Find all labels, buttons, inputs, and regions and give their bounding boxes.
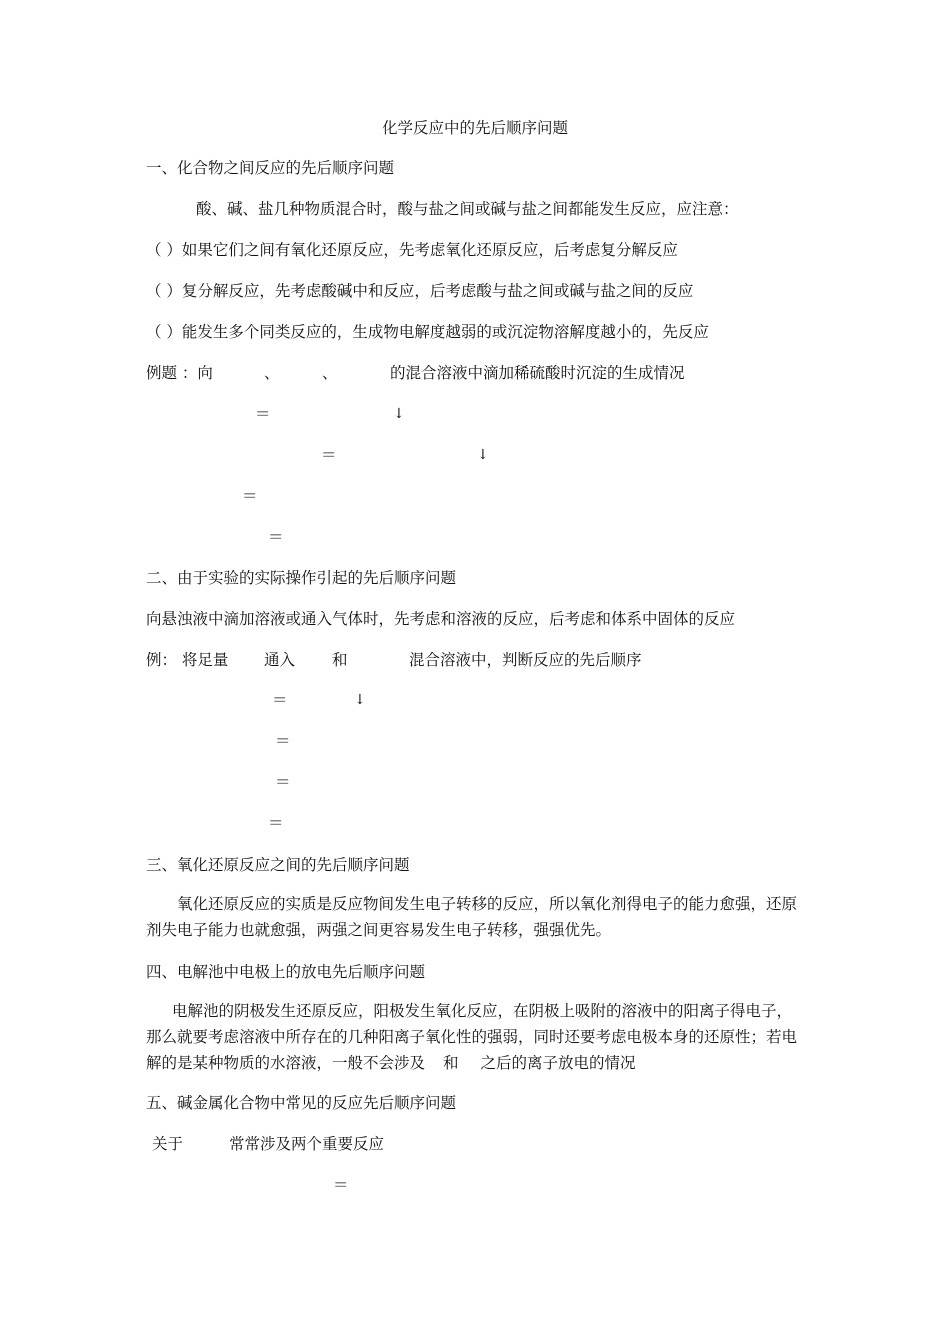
equation-equals-sign: ＝ <box>242 487 258 505</box>
example-2-text: 混合溶液中，判断反应的先后顺序 <box>409 651 642 669</box>
section-3-heading: 三、氧化还原反应之间的先后顺序问题 <box>146 856 410 874</box>
equation-equals-sign: ＝ <box>268 528 284 546</box>
example-1-prefix: 例题 ：向 <box>146 364 213 382</box>
section-2-heading: 二、由于实验的实际操作引起的先后顺序问题 <box>146 569 457 587</box>
section-1-rule-1: （ ）如果它们之间有氧化还原反应，先考虑氧化还原反应，后考虑复分解反应 <box>146 241 678 259</box>
precipitate-down-arrow-icon: ↓ <box>477 447 489 463</box>
example-2-text: 通入 <box>264 651 296 669</box>
example-1-separator: 、 <box>322 364 338 382</box>
section-4-body <box>146 998 806 1076</box>
page-title: 化学反应中的先后顺序问题 <box>381 119 568 137</box>
section-5-heading: 五、碱金属化合物中常见的反应先后顺序问题 <box>146 1094 457 1112</box>
example-1-text: 的混合溶液中滴加稀硫酸时沉淀的生成情况 <box>390 364 685 382</box>
section-4-heading: 四、电解池中电极上的放电先后顺序问题 <box>146 963 426 981</box>
section-4-body-text: 电解池的阴极发生还原反应，阳极发生氧化反应，在阴极上吸附的溶液中的阳离子得电子，那么就要考虑溶液中所存在的几种阳离子氧化性的强弱，同时还要考虑电极本身的还原性；若电解的是某种物质的水溶液，一般不会涉及 <box>146 1002 798 1072</box>
equation-equals-sign: ＝ <box>275 773 291 791</box>
example-2-prefix: 例： 将足量 <box>146 651 229 669</box>
precipitate-down-arrow-icon: ↓ <box>354 692 366 708</box>
example-1-separator: 、 <box>264 364 280 382</box>
section-1-heading: 一、化合物之间反应的先后顺序问题 <box>146 159 395 177</box>
section-1-rule-3: （ ）能发生多个同类反应的，生成物电解度越弱的或沉淀物溶解度越小的，先反应 <box>146 323 709 341</box>
equation-equals-sign: ＝ <box>275 732 291 750</box>
section-2-intro: 向悬浊液中滴加溶液或通入气体时，先考虑和溶液的反应，后考虑和体系中固体的反应 <box>146 610 736 628</box>
equation-equals-sign: ＝ <box>255 405 271 423</box>
section-4-body-end: 之后的离子放电的情况 <box>480 1054 636 1072</box>
equation-equals-sign: ＝ <box>321 446 337 464</box>
section-5-text: 关于 <box>152 1135 184 1153</box>
example-2-text: 和 <box>332 651 348 669</box>
section-3-body: 氧化还原反应的实质是反应物间发生电子转移的反应，所以氧化剂得电子的能力愈强，还原剂失电子能力也就愈强，两强之间更容易发生电子转移，强强优先。 <box>146 895 798 939</box>
section-4-body-and: 和 <box>443 1054 459 1072</box>
equation-equals-sign: ＝ <box>272 691 288 709</box>
section-1-intro: 酸、碱、盐几种物质混合时，酸与盐之间或碱与盐之间都能发生反应，应注意： <box>196 200 739 218</box>
precipitate-down-arrow-icon: ↓ <box>393 406 405 422</box>
equation-equals-sign: ＝ <box>268 814 284 832</box>
section-1-rule-2: （ ）复分解反应，先考虑酸碱中和反应，后考虑酸与盐之间或碱与盐之间的反应 <box>146 282 694 300</box>
section-5-text: 常常涉及两个重要反应 <box>229 1135 385 1153</box>
equation-equals-sign: ＝ <box>333 1176 349 1194</box>
